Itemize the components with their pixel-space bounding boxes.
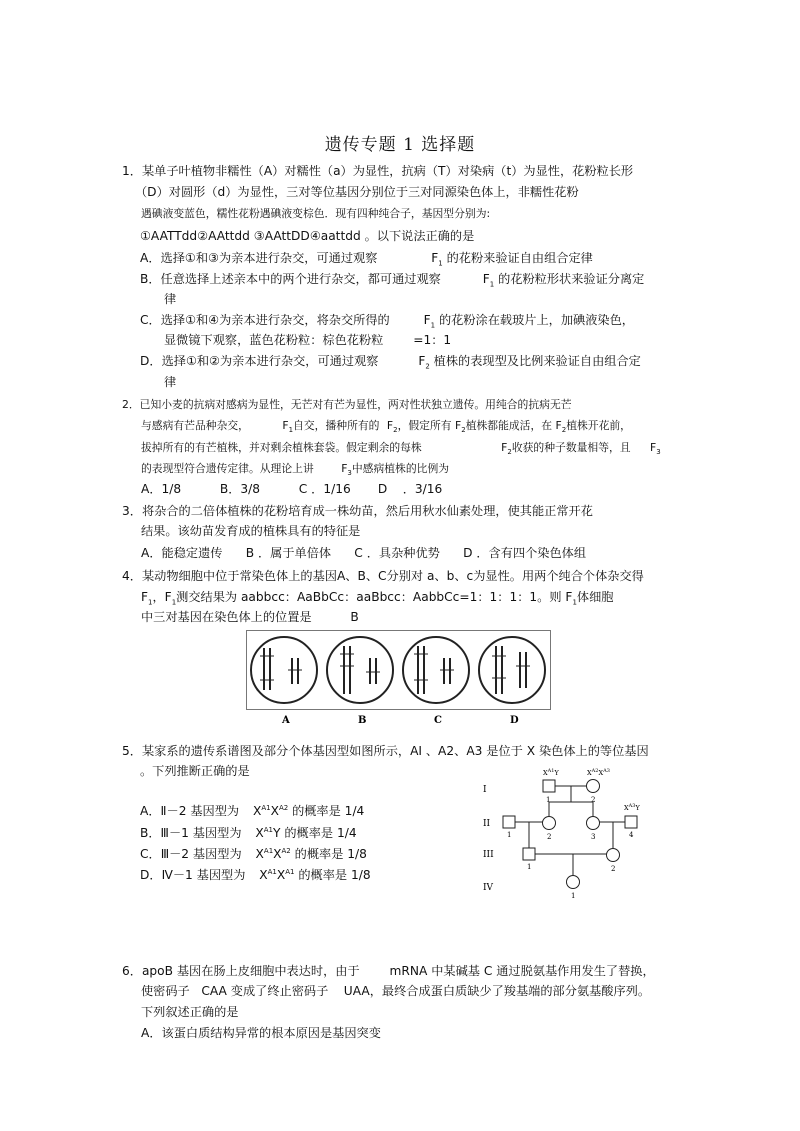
- f2-symbol: $F_2$: [418, 354, 430, 371]
- q1-option-b-text: B．任意选择上述亲本中的两个进行杂交，都可通过观察: [140, 272, 441, 286]
- pedigree-male-i1: [543, 780, 555, 792]
- pedigree-chart: [477, 762, 657, 912]
- q1-option-b-wrap: 律: [164, 292, 177, 306]
- genotype-xa1: $X^{A1}$: [255, 826, 274, 841]
- q2-line3-part2: 收获的种子数量相等，且: [511, 441, 631, 454]
- caption-d: D: [510, 715, 519, 726]
- q5-option-c: C．Ⅲ－2 基因型为 $X^{A1}X^{A2}$ 的概率是 1/8: [140, 847, 367, 862]
- q1-option-d-text: D．选择①和②为亲本进行杂交，可通过观察: [140, 354, 379, 368]
- q5-line1: 5．某家系的遗传系谱图及部分个体基因型如图所示，AI 、A2、A3 是位于 X 染色体上的等位基因: [122, 744, 649, 758]
- num-ii4: 4: [629, 831, 634, 839]
- pedigree-female-ii3: [587, 817, 600, 830]
- f1-symbol: $F_1$: [482, 272, 495, 289]
- genotype-ii4: $X^{A3}Y$: [624, 803, 640, 812]
- f2-symbol: $F_2$: [455, 419, 466, 435]
- q6-line1: 6．apoB 基因在肠上皮细胞中表达时，由于 mRNA 中某碱基 C 通过脱氨基作用发生了替换，: [122, 964, 655, 978]
- q1-option-c-tail: 的花粉涂在载玻片上，加碘液染色，: [438, 313, 634, 327]
- q1-option-a: [140, 250, 593, 271]
- num-i2: 2: [591, 796, 596, 804]
- q1-line4: ①AATTdd②AAttdd ③AAttDD④aattdd 。以下说法正确的是: [140, 229, 475, 243]
- q1-option-c-text: C．选择①和④为亲本进行杂交，将杂交所得的: [140, 313, 390, 327]
- q6-option-a: A．该蛋白质结构异常的根本原因是基因突变: [141, 1026, 381, 1040]
- num-iii2: 2: [611, 865, 616, 873]
- f2-symbol: $F_2$: [555, 419, 567, 435]
- q1-option-c-wrap: [164, 332, 451, 348]
- q5-option-b: B．Ⅲ－1 基因型为 $X^{A1}Y$ 的概率是 1/4: [140, 826, 357, 841]
- genotype-xa1-xa2: $X^{A1}X^{A2}$: [255, 847, 291, 862]
- q5-line2: 。下列推断正确的是: [140, 764, 250, 778]
- q2-options: A．1/8 B．3/8 C ．1/16 D ．3/16: [141, 482, 443, 496]
- cell-b: [327, 637, 393, 703]
- q1-line3: 遇碘液变蓝色，糯性花粉遇碘液变棕色．现有四种纯合子，基因型分别为:: [141, 207, 491, 220]
- q3-line1: 3．将杂合的二倍体植株的花粉培育成一株幼苗，然后用秋水仙素处理，使其能正常开花: [122, 504, 593, 518]
- f3-symbol: $F_3$: [341, 462, 352, 478]
- q2-line2-part2: 自交，播种所有的: [293, 419, 380, 432]
- q2-line2-part1: 与感病有芒品种杂交，: [141, 419, 249, 432]
- pedigree-female-i2: [587, 780, 600, 793]
- cell-d: [479, 637, 545, 703]
- q2-line2: [141, 418, 631, 438]
- genotype-i2: $X^{A2}X^{A3}$: [587, 768, 610, 777]
- q1-option-d-wrap: 律: [164, 375, 177, 389]
- q5-option-a: A．Ⅱ－2 基因型为 $X^{A1}X^{A2}$ 的概率是 1/4: [140, 804, 365, 819]
- q1-line1: 1．某单子叶植物非糯性（A）对糯性（a）为显性，抗病（T）对染病（t）为显性，花粉粒长形: [122, 164, 634, 178]
- q1-option-b: [140, 271, 644, 292]
- q1-option-c: [140, 312, 634, 333]
- genotype-xa1-xa2: $X^{A1}X^{A2}$: [252, 804, 289, 819]
- caption-a: A: [282, 715, 290, 726]
- gen-label-i: I: [483, 785, 487, 795]
- pedigree-male-ii4: [625, 816, 637, 828]
- q1-option-a-text: A．选择①和③为亲本进行杂交，可通过观察: [140, 251, 378, 265]
- f2-symbol: $F_2$: [501, 441, 512, 457]
- q2-line2-part3: ，假定所有: [397, 419, 452, 432]
- gen-label-ii: II: [483, 819, 491, 829]
- f1-symbol: $F_1$: [282, 419, 294, 435]
- pedigree-female-ii2: [543, 817, 556, 830]
- q1-option-c-ratio: =1：1: [413, 333, 452, 347]
- caption-b: B: [358, 715, 367, 726]
- q6-line2: 使密码子 CAA 变成了终止密码子 UAA，最终合成蛋白质缺少了羧基端的部分氨基酸序列。: [141, 984, 651, 998]
- num-iii1: 1: [527, 863, 532, 871]
- pedigree-male-ii1: [503, 816, 515, 828]
- cell-c: [403, 637, 469, 703]
- num-ii1: 1: [507, 831, 512, 839]
- chromosome-cell-figure: [246, 630, 551, 726]
- q2-line1: 2．已知小麦的抗病对感病为显性，无芒对有芒为显性，两对性状独立遗传。用纯合的抗病无芒: [122, 398, 572, 411]
- q5-option-d: D．Ⅳ－1 基因型为 $X^{A1}X^{A1}$ 的概率是 1/8: [140, 868, 371, 883]
- genotype-xa1-xa1: $X^{A1}X^{A1}$: [259, 868, 295, 883]
- num-ii3: 3: [591, 833, 596, 841]
- q4-line1: 4．某动物细胞中位于常染色体上的基因A、B、C分别对 a、b、c为显性。用两个纯合个体杂交得: [122, 569, 644, 583]
- f3-symbol: $F_3$: [650, 441, 661, 457]
- num-i1: 1: [546, 796, 551, 804]
- q3-options: A．能稳定遗传 B ．属于单倍体 C ．具杂种优势 D ．含有四个染色体组: [141, 546, 587, 560]
- q2-line4-part1: 的表现型符合遗传定律。从理论上讲: [141, 462, 314, 475]
- q1-option-d-tail: 植株的表现型及比例来验证自由组合定: [433, 354, 641, 368]
- q1-option-c-line2: 显微镜下观察，蓝色花粉粒：棕色花粉粒: [164, 333, 384, 347]
- pedigree-female-iv1: [567, 876, 580, 889]
- q4-line3: 中三对基因在染色体上的位置是 B: [141, 610, 359, 624]
- q2-line3: [141, 440, 661, 460]
- num-ii2: 2: [547, 833, 552, 841]
- q2-line2-part4: 植株都能成活，在: [465, 419, 553, 432]
- pedigree-male-iii1: [523, 848, 535, 860]
- q2-line4: [141, 461, 449, 481]
- q1-option-a-tail: 的花粉来验证自由组合定律: [446, 251, 593, 265]
- q1-line2: （D）对圆形（d）为显性，三对等位基因分别位于三对同源染色体上，非糯性花粉: [135, 185, 579, 199]
- f1-symbol: $F_1$: [423, 313, 436, 330]
- q6-line3: 下列叙述正确的是: [141, 1005, 239, 1019]
- f2-symbol: $F_2$: [386, 419, 398, 435]
- f1-symbol: $F_1$: [431, 251, 443, 268]
- num-iv1: 1: [571, 892, 576, 900]
- pedigree-female-iii2: [607, 849, 620, 862]
- q2-line2-part5: 植株开花前，: [566, 419, 631, 432]
- page-title: 遗传专题 1 选择题: [324, 135, 476, 155]
- gen-label-iii: III: [483, 850, 494, 860]
- gen-label-iv: IV: [483, 883, 494, 893]
- q1-option-b-tail: 的花粉粒形状来验证分离定: [498, 272, 645, 286]
- genotype-i1: $X^{A1}Y$: [543, 768, 559, 777]
- cell-a: [251, 637, 317, 703]
- q2-line4-part2: 中感病植株的比例为: [351, 462, 450, 475]
- q4-line2: $F_1$，$F_1$测交结果为 aabbcc：AaBbCc：aaBbcc：AabbCc=1：1：1：1。则 $F_1$体细胞: [141, 590, 614, 607]
- caption-c: C: [434, 715, 442, 726]
- q3-line2: 结果。该幼苗发育成的植株具有的特征是: [141, 524, 361, 538]
- q1-option-d: [140, 353, 641, 374]
- q2-line3-part1: 拔掉所有的有芒植株，并对剩余植株套袋。假定剩余的每株: [141, 441, 422, 454]
